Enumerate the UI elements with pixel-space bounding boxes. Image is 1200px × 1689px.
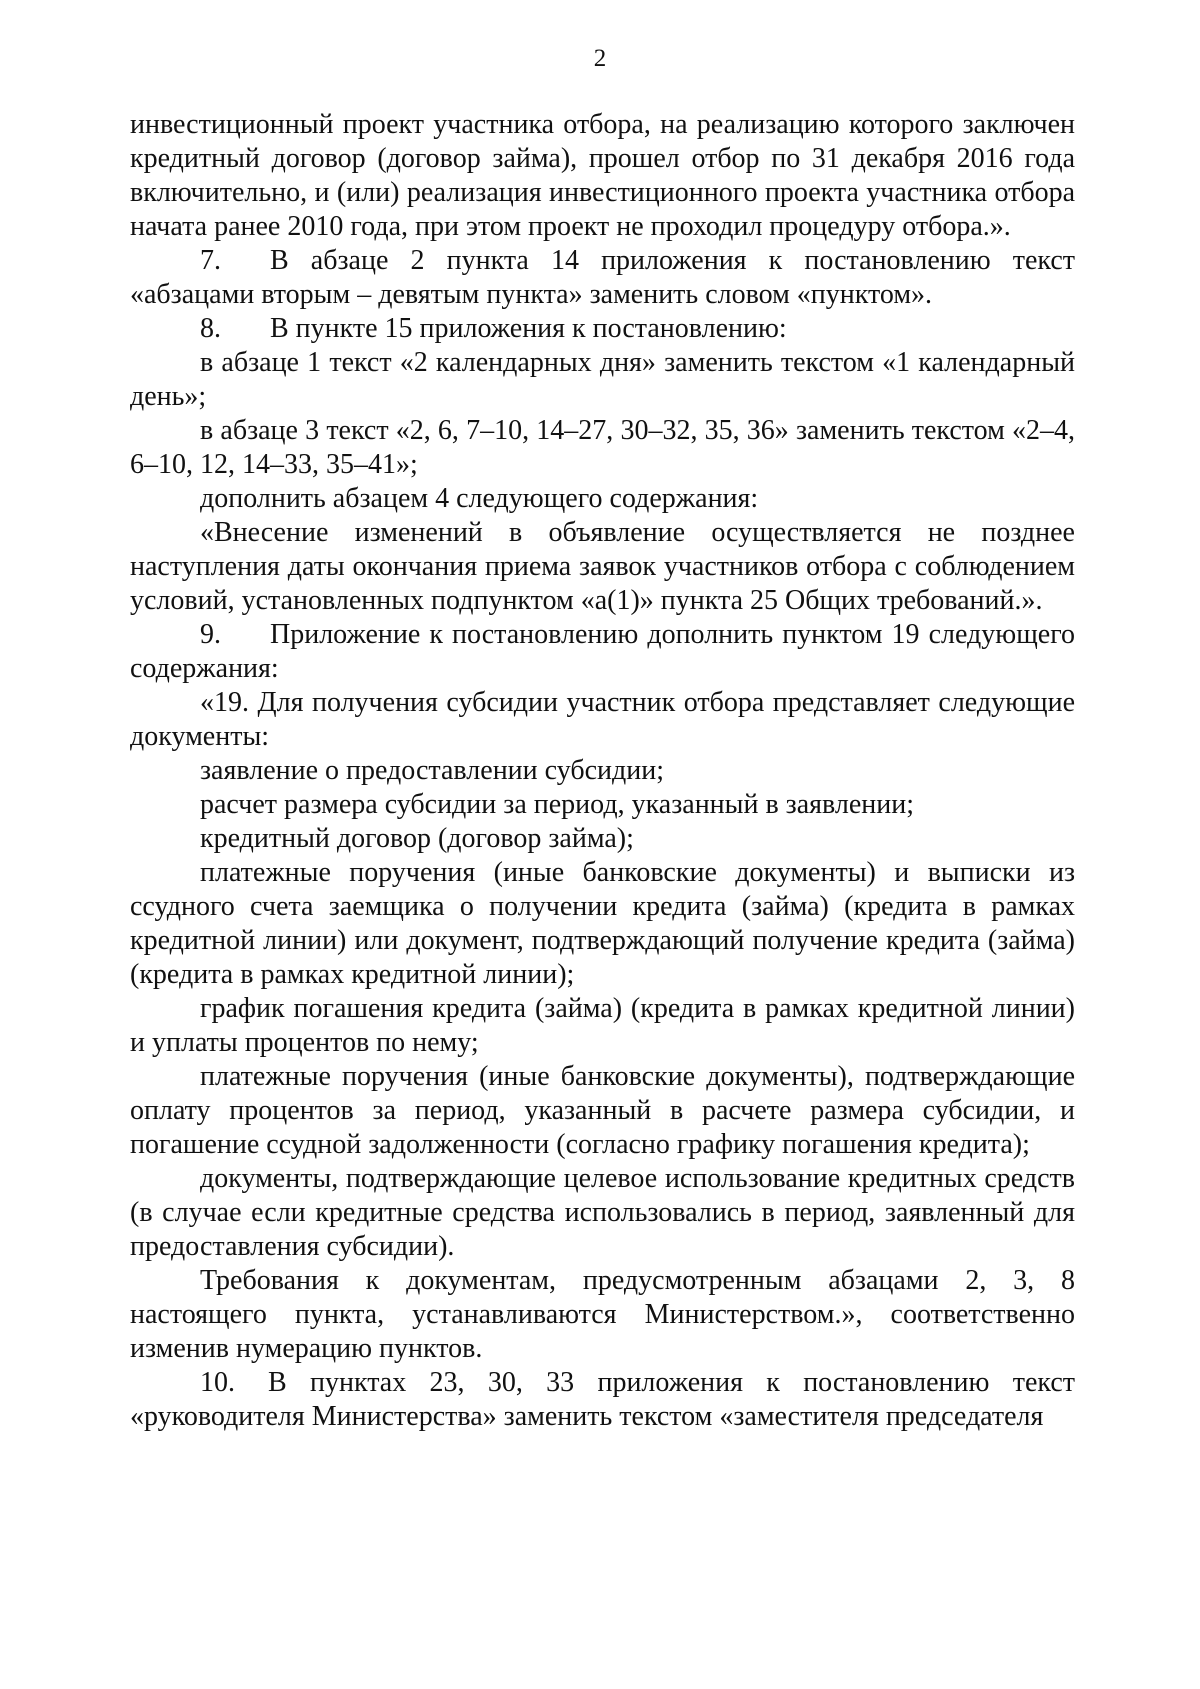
list-item: кредитный договор (договор займа);	[200, 823, 634, 854]
list-item: заявление о предоставлении субсидии;	[200, 755, 664, 786]
paragraph-continuation: инвестиционный проект участника отбора, на реализацию которого заключен кредитный договор (договор займа), прошел отбор по 31 декабря 2016 года включительно, и (или) реализация инвестиционного проекта участника отбора начата ранее 2010 года, при этом проект не проходил процедуру отбора.».	[130, 109, 1075, 242]
paragraph-quote: «19. Для получения субсидии участник отбора представляет следующие документы:	[130, 687, 1075, 752]
paragraph: Требования к документам, предусмотренным абзацами 2, 3, 8 настоящего пункта, устанавливаются Министерством.», соответственно изменив нумерацию пунктов.	[130, 1265, 1075, 1364]
paragraph-item-9	[130, 618, 1075, 686]
document-body	[130, 108, 1075, 1434]
paragraph-item-8	[130, 312, 1075, 346]
item-text: В абзаце 2 пункта 14 приложения к постановлению текст «абзацами вторым – девятым пункта» заменить словом «пунктом».	[130, 245, 1075, 310]
paragraph: в абзаце 3 текст «2, 6, 7–10, 14–27, 30–32, 35, 36» заменить текстом «2–4, 6–10, 12, 14–33, 35–41»;	[130, 415, 1075, 480]
paragraph-quote: «Внесение изменений в объявление осуществляется не позднее наступления даты окончания приема заявок участников отбора с соблюдением условий, установленных подпунктом «а(1)» пункта 25 Общих требований.».	[130, 517, 1075, 616]
list-item: документы, подтверждающие целевое использование кредитных средств (в случае если кредитные средства использовались в период, заявленный для предоставления субсидии).	[130, 1163, 1075, 1262]
list-item: платежные поручения (иные банковские документы) и выписки из ссудного счета заемщика о получении кредита (займа) (кредита в рамках кредитной линии) или документ, подтверждающий получение кредита (займа) (кредита в рамках кредитной линии);	[130, 857, 1075, 990]
list-item: платежные поручения (иные банковские документы), подтверждающие оплату процентов за период, указанный в расчете размера субсидии, и погашение ссудной задолженности (согласно графику погашения кредита);	[130, 1061, 1075, 1160]
list-item: расчет размера субсидии за период, указанный в заявлении;	[200, 789, 915, 820]
page-number: 2	[593, 45, 607, 72]
list-item: график погашения кредита (займа) (кредита в рамках кредитной линии) и уплаты процентов по нему;	[130, 993, 1075, 1058]
item-number: 7.	[200, 245, 221, 276]
item-text: В пунктах 23, 30, 33 приложения к постановлению текст «руководителя Министерства» заменить текстом «заместителя председателя	[130, 1367, 1075, 1432]
paragraph-item-7	[130, 244, 1075, 312]
item-number: 10.	[200, 1367, 235, 1398]
paragraph: дополнить абзацем 4 следующего содержания:	[200, 483, 759, 514]
item-text: В пункте 15 приложения к постановлению:	[270, 313, 787, 344]
item-number: 8.	[200, 313, 221, 344]
paragraph-item-10	[130, 1366, 1075, 1434]
item-number: 9.	[200, 619, 221, 650]
paragraph: в абзаце 1 текст «2 календарных дня» заменить текстом «1 календарный день»;	[130, 347, 1075, 412]
item-text: Приложение к постановлению дополнить пунктом 19 следующего содержания:	[130, 619, 1075, 684]
